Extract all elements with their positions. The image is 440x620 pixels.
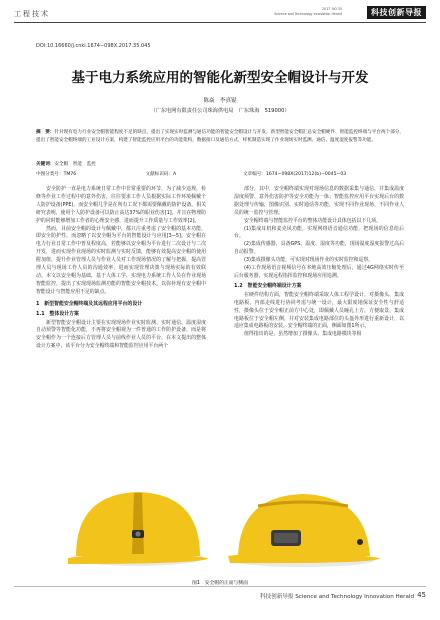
abstract-label: 摘 要：	[36, 130, 55, 135]
subsection-heading: 1.1 整体设计方案	[36, 310, 79, 317]
paragraph: (2)集成传感器，具备GPS、温度、湿度等功能，现场温度湿度报警过高后自动报警。	[234, 241, 404, 256]
paragraph: 部分，其中，安全帽终端实现对现场信息的数据采集与通信，并集成温度湿度预警、意外伤害防护等安全功能为一体；智能监控应用平台实现后台的数据处理与传输，图像识别、实时通话等功能，实现不同作业现场，不同作业人员的统一监控与管理。	[234, 186, 404, 216]
doi: DOI:10.16660/j.cnki.1674−098X.2017.35.045	[36, 43, 151, 49]
paragraph: (3)集成摄像头功能，可实现对现场作业的实时监控和巡察。	[244, 257, 374, 264]
classification-line	[36, 171, 404, 177]
paragraph: 新型智能安全帽设计主要在实现现场作业实时监测、实时通信、温度湿度自动预警等智能化功能，不再将安全帽视为一件普通的工作防护设备，而是将安全帽作为一个连接后方管理人员与前线作业人员的平台。在本文提出的整体设计方案中，该平台分为安全帽终端和智能监控应用平台两个	[36, 319, 206, 350]
paragraph: 安全防护一直是电力系统日常工作中非常重要的环节，为了减少违规，检修等作业工作过程中的意外伤害，往往要求工作人员根据实际工作环境佩戴个人防护设备(PPE)，而安全帽几乎是在所有工况下都需要佩戴的防护设备。相关研究表明，使用个人防护设备可以防止高达37%的职业伤害[1]，并且在物理防护的同时能够增加工作者的心理安全感，进而提升工作质量与工作效率[2]。	[36, 186, 206, 224]
paragraph: (1)集成耳机和麦克风功能，实现网络语音通信功能，把现场的信息给后台。	[234, 225, 404, 240]
figure-caption: 图1 安全帽的正面与侧面	[192, 581, 248, 586]
paragraph: (4)工作现场语音视频信号在本地高效压缩处理后，通过4G网络实时传至后台服务器，实现远程指挥监控和现场应用追溯。	[234, 265, 404, 279]
abstract-text: 针对现有电力行业安全帽智能程度不足的缺点，提出了实现实时监测与通信功能的智能安全帽设计与开发。新型智能安全帽汇总安全帽硬件、智能监控终端与平台两个部分，提出了智能安全帽终端的工业设计方案，构建了智能监控应用平台的功能架构，数据接口及通信方式，样机制造实现了作业现场实时监测、通信、温度湿度报警等功能。	[36, 130, 404, 143]
journal-brand: 科技创新导报	[367, 6, 426, 19]
right-column	[234, 186, 404, 339]
helmet-side-view	[228, 494, 380, 567]
paragraph: 值得指出的是，虽然增加了摄像头、集成电路模块等相	[244, 331, 362, 338]
subsection-heading: 1.2 智能安全帽终端设计方案	[234, 282, 302, 289]
authors: 陈焱 李真锟	[203, 98, 237, 104]
section-heading: 1 新型智能安全帽终端及其远程应用平台的设计	[36, 300, 143, 307]
paragraph: 安全帽终端与智能监控平台的整体功能设计具体包括以下几项。	[244, 217, 381, 224]
paper-title: 基于电力系统应用的智能化新型安全帽设计与开发	[71, 70, 369, 86]
section-label: 工程技术	[14, 10, 50, 18]
helmet-front-view	[68, 492, 208, 566]
paragraph: 在硬件结构方面，智能安全帽终端采取人体工程学设计，对摄像头、集成电路板、内部走线进行协同考虑与统一设计，最大限度地保证安全性与舒适性，摄像头位于安全帽正前方中心处，即佩戴人员瞳孔上方，方便取景，集成电路板位于安全帽左侧，并对安装集成电路部位的头盔外形进行重新设计，以适应集成电路板的安装。安全帽终端的正面，侧面如图1所示。	[234, 291, 404, 330]
footer-divider	[14, 586, 426, 587]
article-number: 文章编号：1674−098X(2017)12(b)−0045−03	[242, 172, 347, 177]
footer-journal: 科技创新导报 Science and Technology Innovation Herald	[259, 594, 414, 600]
issue-text: 2017 NO.35 Science and Technology Innovation Herald	[274, 7, 342, 16]
figure-helmets	[48, 484, 392, 572]
keywords	[36, 161, 96, 167]
journal-issue-info	[274, 7, 342, 16]
header-divider	[14, 22, 426, 23]
abstract	[36, 129, 404, 144]
paragraph: 然而，目前安全帽的设计与佩戴中，都只注重考虑了安全帽的基本功能，即安全防护性，而忽略了以安全帽为平台的智能设计与应用[3−5]。安全帽在电力行业日常工作中普及程度高，若能够以安全帽为平台进行二次设计与二次开发，进而实现作业现场的实时监测与实时反馈，能够有效提高安全帽的使用附加值，提升作业管理人员与作业人员对工作现场情况的了解与把握，提高管理人员与现场工作人员的沟通效率，进而实现管理决策与现场实际的有效联动。本文以安全帽为基础，基于人体工学，实现电力系统工作人员在作业现场智能监控，提出了实现现场监测功能的智能安全帽技术，以弥补现有安全帽中智能设计与智能应用不足的缺点。	[36, 225, 206, 295]
page-number: 45	[417, 591, 426, 599]
affiliation: （广东电网有限责任公司珠海供电局 广东珠海 519000）	[150, 108, 290, 114]
keywords-text: 安全帽 智能 监控	[54, 162, 96, 167]
keywords-label: 关键词：	[36, 162, 55, 167]
left-column	[36, 186, 206, 351]
document-code: 文献标识码：A	[145, 172, 177, 177]
clc-number: 中图分类号：TM76	[36, 172, 77, 177]
